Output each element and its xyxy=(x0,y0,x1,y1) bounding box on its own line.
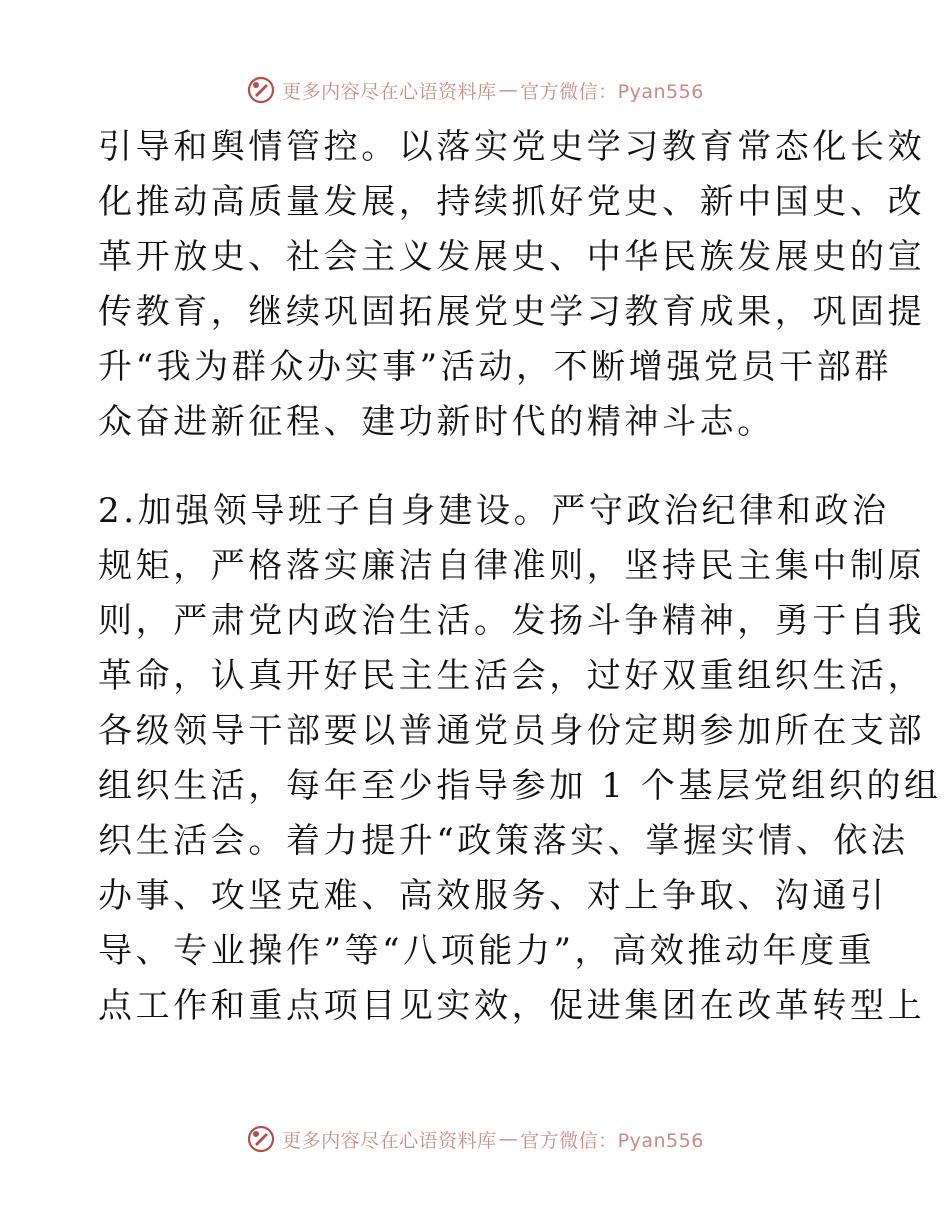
watermark-separator: — xyxy=(498,79,519,101)
paragraph-2 xyxy=(98,484,942,1034)
text-line: 办事、攻坚克难、高效服务、对上争取、沟通引 xyxy=(98,876,888,916)
document-body xyxy=(98,120,942,1034)
text-line: 革命，认真开好民主生活会，过好双重组织生活， xyxy=(98,656,926,696)
text-line: 化推动高质量发展，持续抓好党史、新中国史、改 xyxy=(98,182,926,222)
text-line: 传教育，继续巩固拓展党史学习教育成果，巩固提 xyxy=(98,292,926,332)
text-line: 点工作和重点项目见实效，促进集团在改革转型上 xyxy=(98,986,926,1026)
text-line: 规矩，严格落实廉洁自律准则，坚持民主集中制原 xyxy=(98,546,926,586)
text-line: 2.加强领导班子自身建设。严守政治纪律和政治 xyxy=(98,491,890,531)
paragraph-spacer xyxy=(98,450,858,484)
watermark-wechat-text: 官方微信：Pyan556 xyxy=(520,80,704,103)
brand-logo-icon xyxy=(246,1124,276,1154)
paragraph-1 xyxy=(98,120,926,450)
watermark-wechat-text: 官方微信：Pyan556 xyxy=(520,1129,704,1152)
watermark-brand-text: 更多内容尽在心语资料库 xyxy=(282,80,497,103)
brand-logo-icon xyxy=(246,75,276,105)
text-line: 引导和舆情管控。以落实党史学习教育常态化长效 xyxy=(98,127,926,167)
text-line: 则，严肃党内政治生活。发扬斗争精神，勇于自我 xyxy=(98,601,926,641)
text-line: 组织生活，每年至少指导参加 1 个基层党组织的组 xyxy=(98,766,942,806)
text-line: 革开放史、社会主义发展史、中华民族发展史的宣 xyxy=(98,237,926,277)
header-watermark xyxy=(0,68,950,112)
text-line: 众奋进新征程、建功新时代的精神斗志。 xyxy=(98,402,775,442)
text-line: 各级领导干部要以普通党员身份定期参加所在支部 xyxy=(98,711,926,751)
text-line: 导、专业操作”等“八项能力”，高效推动年度重 xyxy=(98,931,876,971)
text-line: 织生活会。着力提升“政策落实、掌握实情、依法 xyxy=(98,821,909,861)
text-line: 升“我为群众办实事”活动，不断增强党员干部群 xyxy=(98,347,892,387)
watermark-separator: — xyxy=(498,1128,519,1150)
footer-watermark xyxy=(0,1117,950,1161)
watermark-brand-text: 更多内容尽在心语资料库 xyxy=(282,1129,497,1152)
